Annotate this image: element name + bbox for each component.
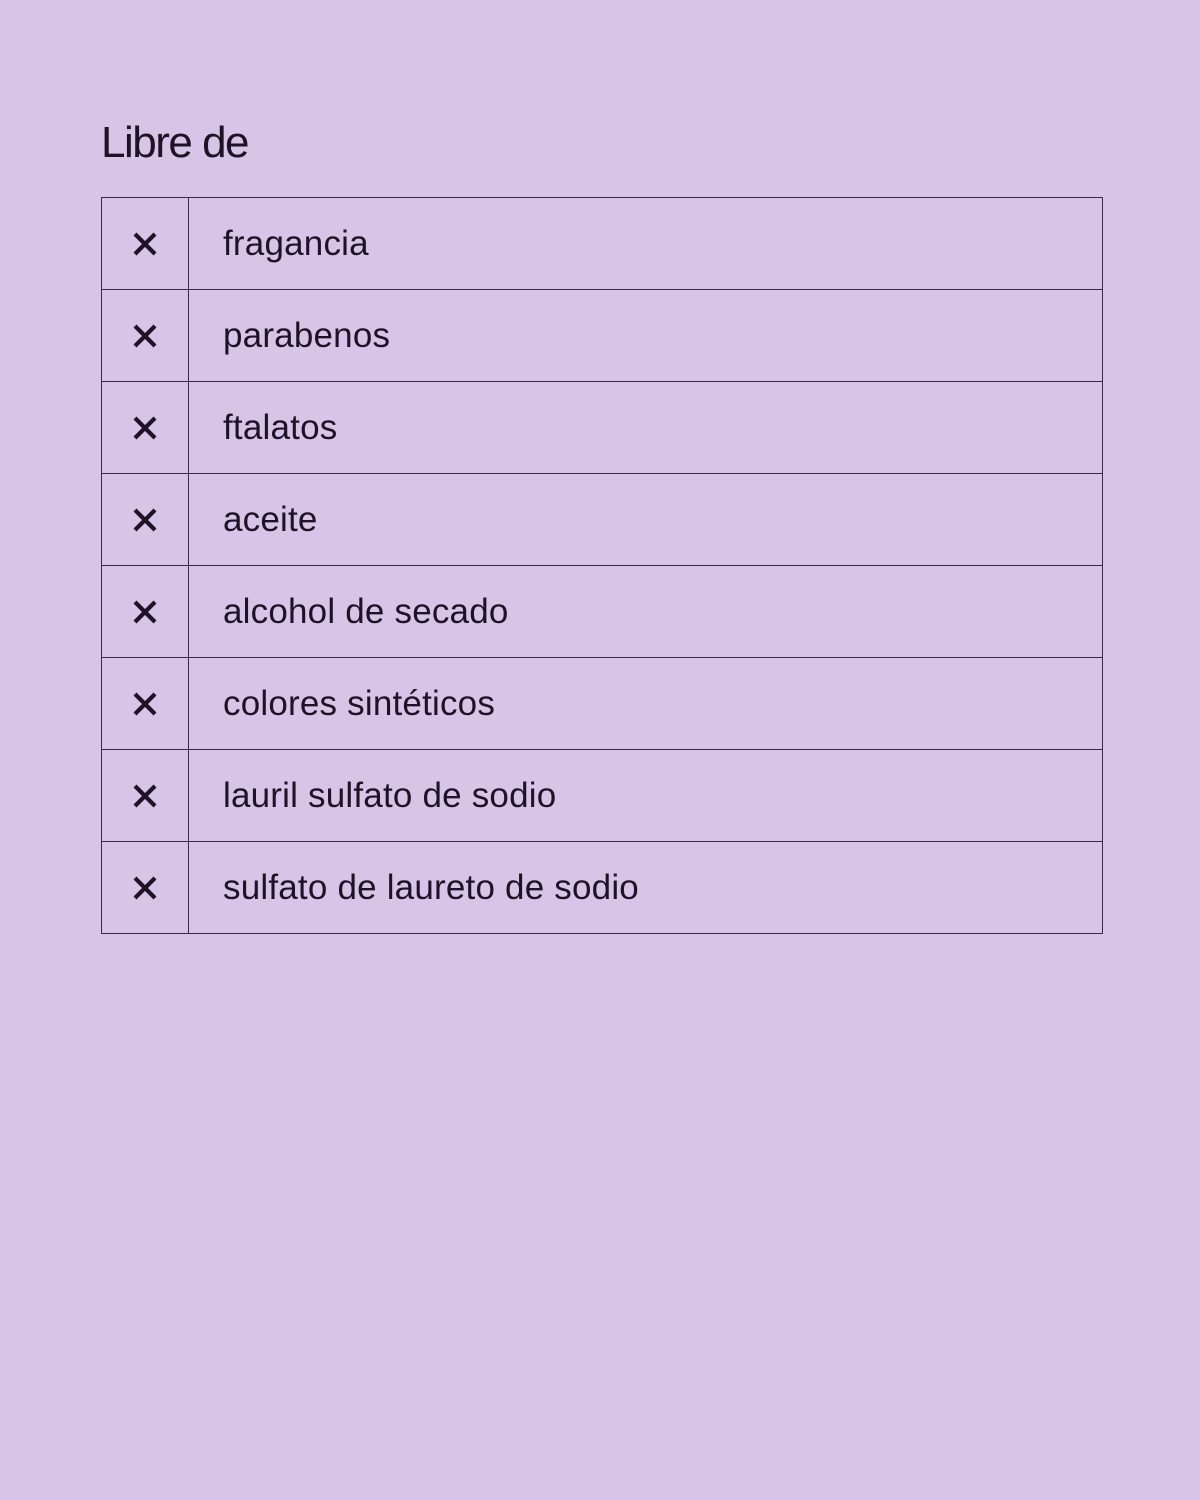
- table-row: [102, 566, 1103, 658]
- mark-cell: [102, 198, 189, 290]
- mark-cell: [102, 566, 189, 658]
- item-label: parabenos: [189, 290, 1103, 382]
- mark-cell: [102, 382, 189, 474]
- x-icon: [132, 875, 158, 901]
- item-label: alcohol de secado: [189, 566, 1103, 658]
- item-label: sulfato de laureto de sodio: [189, 842, 1103, 934]
- x-icon: [132, 323, 158, 349]
- page-title: Libre de: [101, 118, 249, 167]
- free-of-list: [102, 198, 1103, 934]
- mark-cell: [102, 842, 189, 934]
- item-label: colores sintéticos: [189, 658, 1103, 750]
- mark-cell: [102, 290, 189, 382]
- table-row: [102, 198, 1103, 290]
- item-label: fragancia: [189, 198, 1103, 290]
- table-row: [102, 382, 1103, 474]
- mark-cell: [102, 750, 189, 842]
- x-icon: [132, 691, 158, 717]
- item-label: lauril sulfato de sodio: [189, 750, 1103, 842]
- table-row: [102, 290, 1103, 382]
- mark-cell: [102, 474, 189, 566]
- item-label: ftalatos: [189, 382, 1103, 474]
- table-row: [102, 750, 1103, 842]
- table-row: [102, 842, 1103, 934]
- table-row: [102, 474, 1103, 566]
- x-icon: [132, 231, 158, 257]
- x-icon: [132, 415, 158, 441]
- item-label: aceite: [189, 474, 1103, 566]
- x-icon: [132, 783, 158, 809]
- table-row: [102, 658, 1103, 750]
- x-icon: [132, 599, 158, 625]
- free-of-table: [101, 197, 1103, 934]
- mark-cell: [102, 658, 189, 750]
- x-icon: [132, 507, 158, 533]
